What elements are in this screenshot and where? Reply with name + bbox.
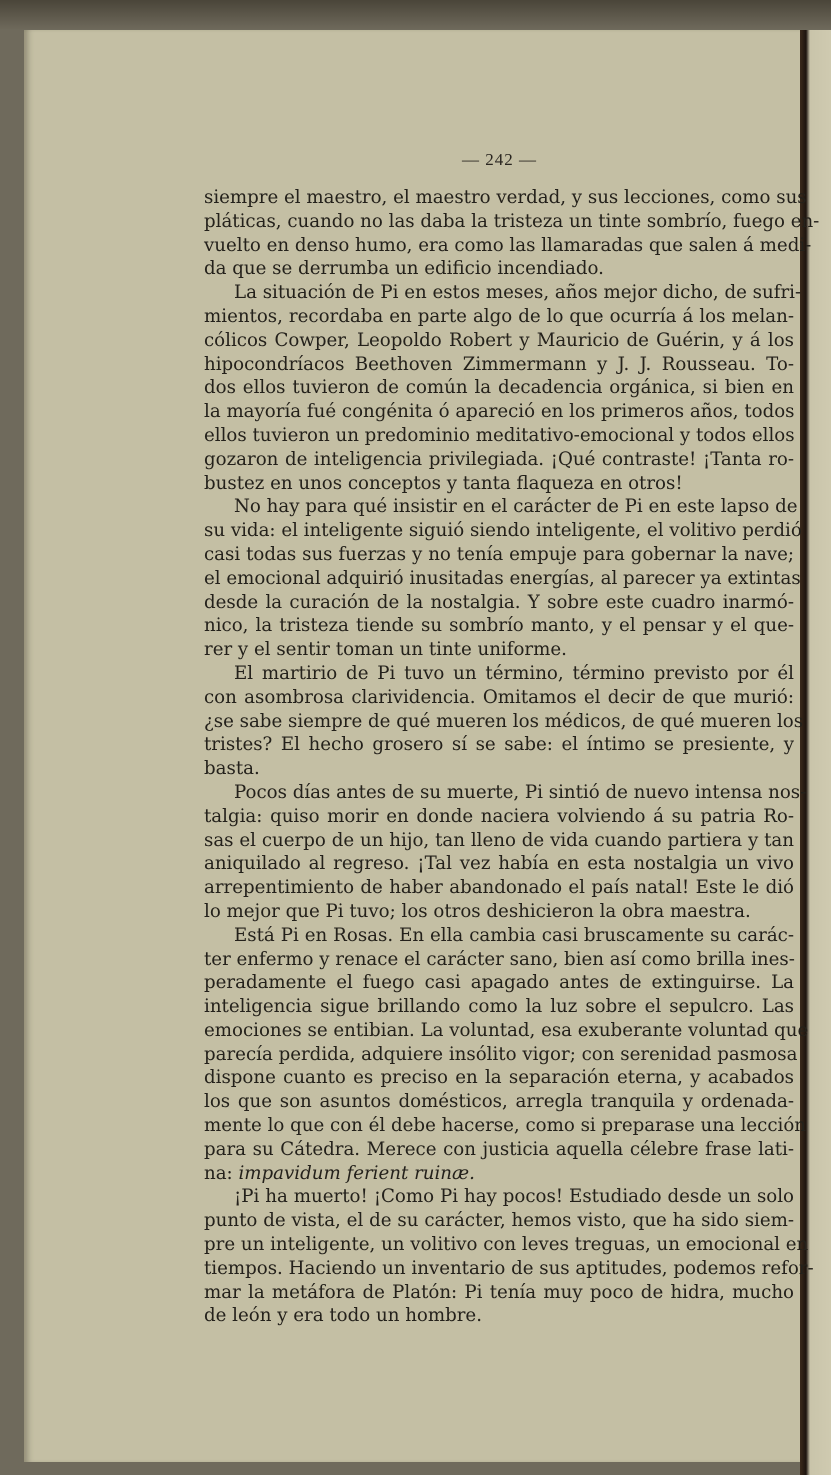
- text-line: [204, 1114, 806, 1138]
- text-line: [204, 210, 820, 234]
- body-text: [204, 186, 820, 1328]
- text-line: [204, 638, 794, 662]
- text-line: [204, 1281, 794, 1305]
- text-line-content: los que son asuntos domésticos, arregla tranquila y ordenada-: [204, 1091, 794, 1113]
- text-line: [204, 519, 802, 543]
- text-line-content: mientos, recordaba en parte algo de lo que ocurría á los melan-: [204, 305, 794, 327]
- text-line-content: hipocondríacos Beethoven Zimmermann y J. J. Rousseau. To-: [204, 353, 794, 375]
- text-line-content: con asombrosa clarividencia. Omitamos el decir de que murió:: [204, 686, 794, 708]
- text-line: [204, 424, 794, 448]
- text-line: [204, 852, 794, 876]
- text-line-content: pláticas, cuando no las daba la tristeza un tinte sombrío, fuego en-: [204, 210, 820, 232]
- text-line-content: bustez en unos conceptos y tanta flaqueza en otros!: [204, 472, 683, 494]
- text-line: [204, 1066, 794, 1090]
- text-line: [204, 1162, 794, 1186]
- text-line: [204, 1209, 794, 1233]
- text-line-content: tiempos. Haciendo un inventario de sus aptitudes, podemos refor-: [204, 1257, 814, 1279]
- text-line: [204, 305, 794, 329]
- page-number: — 242 —: [462, 150, 537, 169]
- text-line-content: para su Cátedra. Merece con justicia aquella célebre frase lati-: [204, 1138, 794, 1160]
- text-line-content: El martirio de Pi tuvo un término, término previsto por él: [234, 662, 794, 684]
- text-line-content: sas el cuerpo de un hijo, tan lleno de vida cuando partiera y tan: [204, 829, 794, 851]
- text-line: [204, 733, 794, 757]
- text-line: [204, 353, 794, 377]
- text-line-content: ¡Pi ha muerto! ¡Como Pi hay pocos! Estudiado desde un solo: [234, 1186, 794, 1208]
- text-line-content: de león y era todo un hombre.: [204, 1305, 482, 1327]
- text-line: [204, 829, 794, 853]
- text-line-content: mente lo que con él debe hacerse, como si preparase una lección: [204, 1115, 806, 1137]
- text-line: [204, 376, 794, 400]
- text-line-content: lo mejor que Pi tuvo; los otros deshicieron la obra maestra.: [204, 900, 751, 922]
- text-line-content: dispone cuanto es preciso en la separación eterna, y acabados: [204, 1067, 794, 1089]
- text-line-content: basta.: [204, 758, 260, 780]
- text-line-content: el emocional adquirió inusitadas energías, al parecer ya extintas: [204, 567, 801, 589]
- text-line: [204, 448, 794, 472]
- text-line-content: desde la curación de la nostalgia. Y sobre este cuadro inarmó-: [204, 591, 794, 613]
- text-line: [204, 472, 794, 496]
- text-line-content: Está Pi en Rosas. En ella cambia casi bruscamente su carác-: [234, 924, 794, 946]
- text-line: [204, 971, 794, 995]
- text-line-content: rer y el sentir toman un tinte uniforme.: [204, 639, 567, 661]
- text-line-content: mar la metáfora de Platón: Pi tenía muy poco de hidra, mucho: [204, 1281, 794, 1303]
- text-line-content: nico, la tristeza tiende su sombrío manto, y el pensar y el que-: [204, 615, 794, 637]
- text-line-content: gozaron de inteligencia privilegiada. ¡Qué contraste! ¡Tanta ro-: [204, 448, 794, 470]
- text-line: [204, 400, 794, 424]
- text-line: [204, 234, 812, 258]
- text-line: [204, 805, 794, 829]
- text-line: [204, 924, 794, 948]
- text-line: [204, 686, 794, 710]
- text-line-content: casi todas sus fuerzas y no tenía empuje para gobernar la nave;: [204, 543, 794, 565]
- text-line-content: siempre el maestro, el maestro verdad, y sus lecciones, como sus: [204, 187, 807, 208]
- text-line-content: La situación de Pi en estos meses, años mejor dicho, de sufri-: [234, 282, 802, 304]
- text-line-content: Pocos días antes de su muerte, Pi sintió de nuevo intensa nos-: [234, 781, 807, 803]
- text-line: [204, 1257, 814, 1281]
- text-line: [204, 710, 804, 734]
- text-line: [204, 876, 794, 900]
- text-line: [204, 1138, 794, 1162]
- text-line-content: emociones se entibian. La voluntad, esa exuberante voluntad que: [204, 1019, 809, 1041]
- text-line-content: inteligencia sigue brillando como la luz sobre el sepulcro. Las: [204, 996, 794, 1018]
- text-line-content: peradamente el fuego casi apagado antes de extinguirse. La: [204, 972, 794, 994]
- text-line-content: na:: [204, 1162, 239, 1184]
- text-line-content: parecía perdida, adquiere insólito vigor; con serenidad pasmosa: [204, 1043, 798, 1065]
- text-line: [204, 757, 794, 781]
- text-line: [204, 1043, 798, 1067]
- text-line: [204, 1090, 794, 1114]
- text-line: [204, 186, 807, 210]
- text-line: [204, 614, 794, 638]
- text-line: [204, 329, 794, 353]
- text-line: [204, 900, 794, 924]
- text-line-content: punto de vista, el de su carácter, hemos visto, que ha sido siem-: [204, 1210, 794, 1232]
- text-line-content: la mayoría fué congénita ó apareció en los primeros años, todos: [204, 401, 795, 423]
- text-line-content: No hay para qué insistir en el carácter de Pi en este lapso de: [234, 496, 798, 518]
- scan-background-top: [0, 0, 831, 30]
- text-line-content: vuelto en denso humo, era como las llamaradas que salen á medi-: [204, 234, 812, 256]
- text-line-content: ¿se sabe siempre de qué mueren los médicos, de qué mueren los: [204, 710, 804, 732]
- text-line: [204, 591, 794, 615]
- text-line: [204, 1304, 794, 1328]
- text-line: [204, 257, 794, 281]
- text-line: [204, 948, 794, 972]
- text-line: [204, 781, 807, 805]
- text-line-content: su vida: el inteligente siguió siendo inteligente, el volitivo perdió: [204, 520, 802, 542]
- text-line-content: dos ellos tuvieron de común la decadencia orgánica, si bien en: [204, 377, 794, 399]
- latin-quote: impavidum ferient ruinæ.: [238, 1162, 475, 1184]
- text-line: [204, 1019, 809, 1043]
- text-line-content: cólicos Cowper, Leopoldo Robert y Mauricio de Guérin, y á los: [204, 329, 794, 351]
- text-line-content: ellos tuvieron un predominio meditativo-emocional y todos ellos: [204, 424, 795, 446]
- text-line: [204, 567, 801, 591]
- text-line-content: da que se derrumba un edificio incendiado.: [204, 258, 604, 280]
- text-line: [204, 662, 794, 686]
- text-line-content: aniquilado al regreso. ¡Tal vez había en esta nostalgia un vivo: [204, 853, 794, 875]
- text-line-content: tristes? El hecho grosero sí se sabe: el íntimo se presiente, y: [204, 734, 794, 756]
- text-line-content: pre un inteligente, un volitivo con leves treguas, un emocional en: [204, 1234, 809, 1256]
- text-line-content: ter enfermo y renace el carácter sano, bien así como brilla ines-: [204, 948, 795, 970]
- text-line: [204, 1233, 809, 1257]
- text-line: [204, 281, 802, 305]
- text-line: [204, 543, 794, 567]
- text-line: [204, 1185, 794, 1209]
- text-line: [204, 495, 798, 519]
- text-line-content: arrepentimiento de haber abandonado el país natal! Este le dió: [204, 877, 794, 899]
- text-line-content: talgia: quiso morir en donde naciera volviendo á su patria Ro-: [204, 805, 794, 827]
- text-line: [204, 995, 794, 1019]
